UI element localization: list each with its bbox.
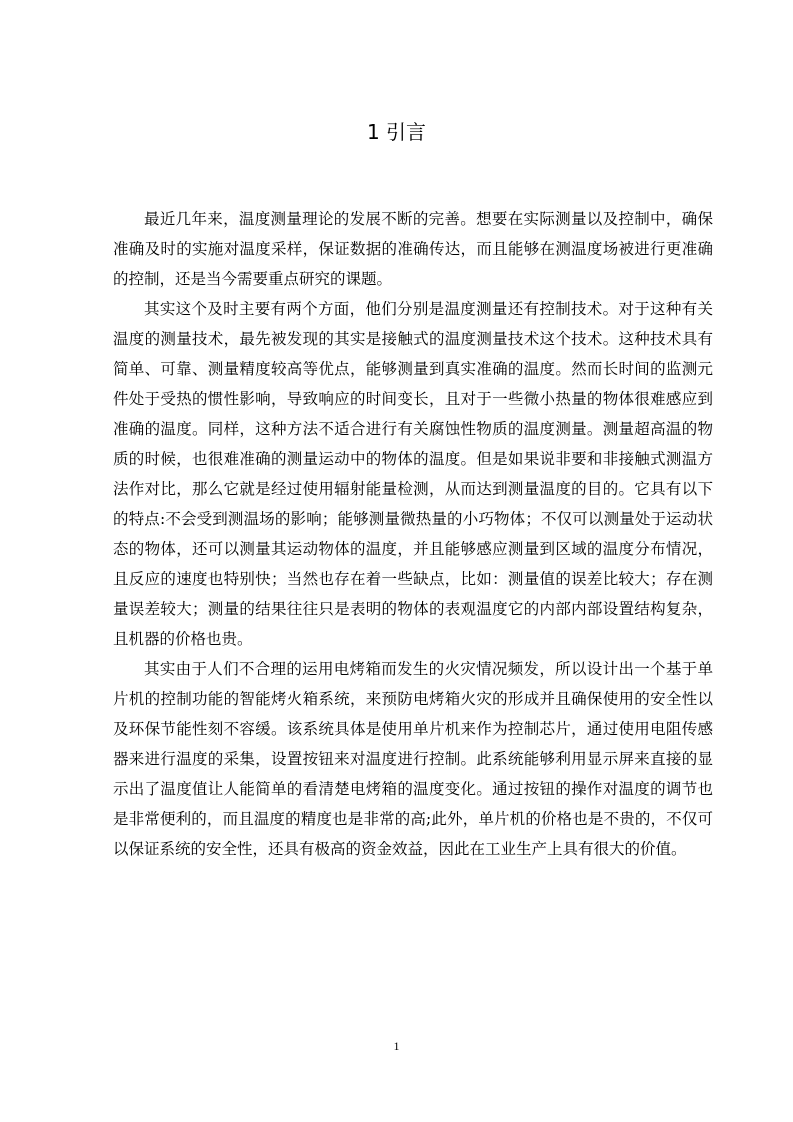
paragraph-3: 其实由于人们不合理的运用电烤箱而发生的火灾情况频发，所以设计出一个基于单片机的控制功能的智能烤火箱系统，来预防电烤箱火灾的形成并且确保使用的安全性以及环保节能性刻不容缓。该系统具体是使用单片机来作为控制芯片，通过使用电阻传感器来进行温度的采集，设置按钮来对温度进行控制。此系统能够利用显示屏来直接的显示出了温度值让人能简单的看清楚电烤箱的温度变化。通过按钮的操作对温度的调节也是非常便利的，而且温度的精度也是非常的高;此外，单片机的价格也是不贵的，不仅可以保证系统的安全性，还具有极高的资金效益，因此在工业生产上具有很大的价值。 (113, 660, 713, 858)
paragraph-2: 其实这个及时主要有两个方面，他们分别是温度测量还有控制技术。对于这种有关温度的测量技术，最先被发现的其实是接触式的温度测量技术这个技术。这种技术具有简单、可靠、测量精度较高等优点，能够测量到真实准确的温度。然而长时间的监测元件处于受热的惯性影响，导致响应的时间变长，且对于一些微小热量的物体很难感应到准确的温度。同样，这种方法不适合进行有关腐蚀性物质的温度测量。测量超高温的物质的时候，也很难准确的测量运动中的物体的温度。但是如果说非要和非接触式测温方法作对比，那么它就是经过使用辐射能量检测，从而达到测量温度的目的。它具有以下的特点:不会受到测温场的影响；能够测量微热量的小巧物体；不仅可以测量处于运动状态的物体，还可以测量其运动物体的温度，并且能够感应测量到区域的温度分布情况，且反应的速度也特别快；当然也存在着一些缺点，比如：测量值的误差比较大；存在测量误差较大；测量的结果往往只是表明的物体的表观温度它的内部内部设置结构复杂，且机器的价格也贵。 (113, 300, 713, 648)
paragraph-1: 最近几年来，温度测量理论的发展不断的完善。想要在实际测量以及控制中，确保准确及时的实施对温度采样，保证数据的准确传达，而且能够在测温度场被进行更准确的控制，还是当今需要重点研究的课题。 (113, 210, 713, 288)
section-title: 1 引言 (366, 120, 427, 144)
body-text (113, 204, 713, 864)
page-number: 1 (393, 1039, 400, 1053)
